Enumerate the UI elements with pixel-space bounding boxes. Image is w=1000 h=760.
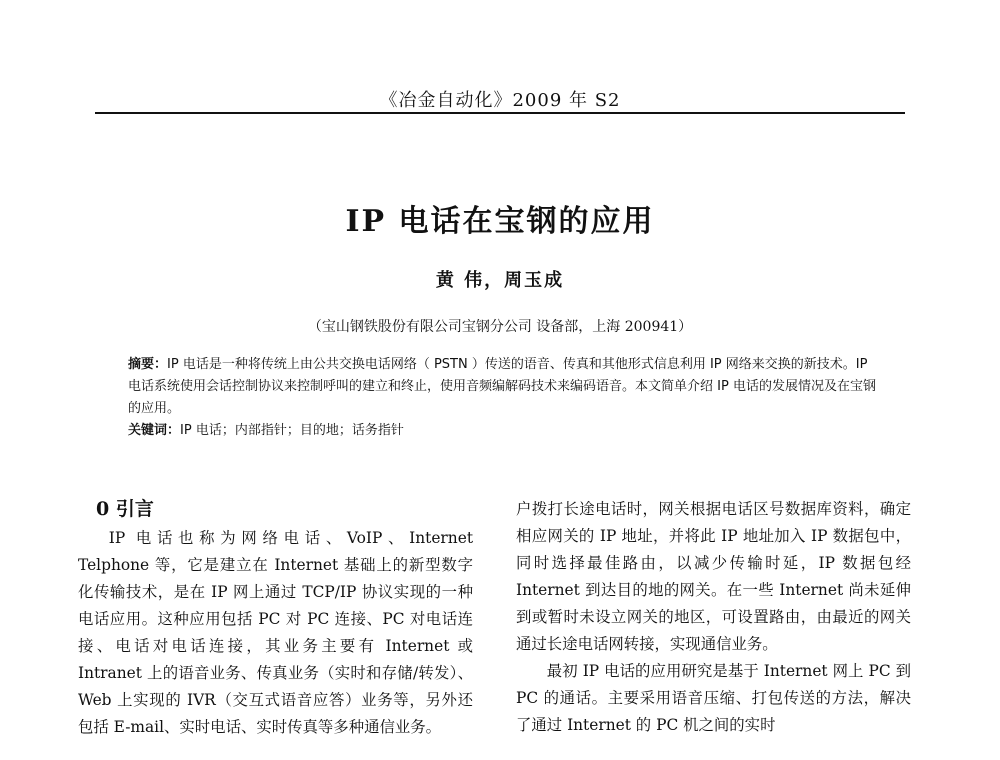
header-rule <box>95 112 905 114</box>
body-paragraph-right-1: 户拨打长途电话时，网关根据电话区号数据库资料，确定相应网关的 IP 地址，并将此 IP 地址加入 IP 数据包中，同时选择最佳路由，以减少传输时延，IP 数据包经 Internet 到达目的地的网关。在一些 Internet 尚未延伸到或暂时未设立网关的地区，可设置路由，由最近的网关通过长途电话网转接，实现通信业务。 <box>516 500 911 653</box>
abstract-paragraph <box>128 354 878 420</box>
keywords-label: 关键词： <box>128 423 181 438</box>
journal-header: 《冶金自动化》2009 年 S2 <box>379 90 621 111</box>
keywords-line <box>128 420 878 442</box>
body-paragraph-left: IP 电话也称为网络电话、VoIP、Internet Telphone 等，它是建立在 Internet 基础上的新型数字化传输技术，是在 IP 网上通过 TCP/IP 协议实现的一种电话应用。这种应用包括 PC 对 PC 连接、PC 对电话连接、电话对电话连接，其业务主要有 Internet 或 Intranet 上的语音业务、传真业务（实时和存储/转发）、Web 上实现的 IVR（交互式语音应答）业务等，另外还包括 E-mail、实时电话、实时传真等多种通信业务。 <box>78 529 473 736</box>
abstract-block <box>128 354 878 442</box>
body-paragraph-right-2: 最初 IP 电话的应用研究是基于 Internet 网上 PC 到 PC 的通话。主要采用语音压缩、打包传送的方法，解决了通过 Internet 的 PC 机之间的实时 <box>516 662 911 734</box>
abstract-text: IP 电话是一种将传统上由公共交换电话网络（ PSTN ）传送的语音、传真和其他形式信息利用 IP 网络来交换的新技术。IP 电话系统使用会话控制协议来控制呼叫的建立和终止，使用音频编解码技术来编码语音。本文简单介绍 IP 电话的发展情况及在宝钢的应用。 <box>128 357 876 416</box>
article-title: IP 电话在宝钢的应用 <box>345 204 655 239</box>
abstract-label: 摘要： <box>128 357 168 372</box>
right-column <box>516 496 911 739</box>
left-column <box>78 496 473 741</box>
article-authors: 黄 伟，周玉成 <box>435 270 565 291</box>
section-heading: 0 引言 <box>96 498 154 520</box>
keywords-text: IP 电话；内部指针；目的地；话务指针 <box>180 423 404 438</box>
article-affiliation: （宝山钢铁股份有限公司宝钢分公司 设备部，上海 200941） <box>307 319 693 335</box>
